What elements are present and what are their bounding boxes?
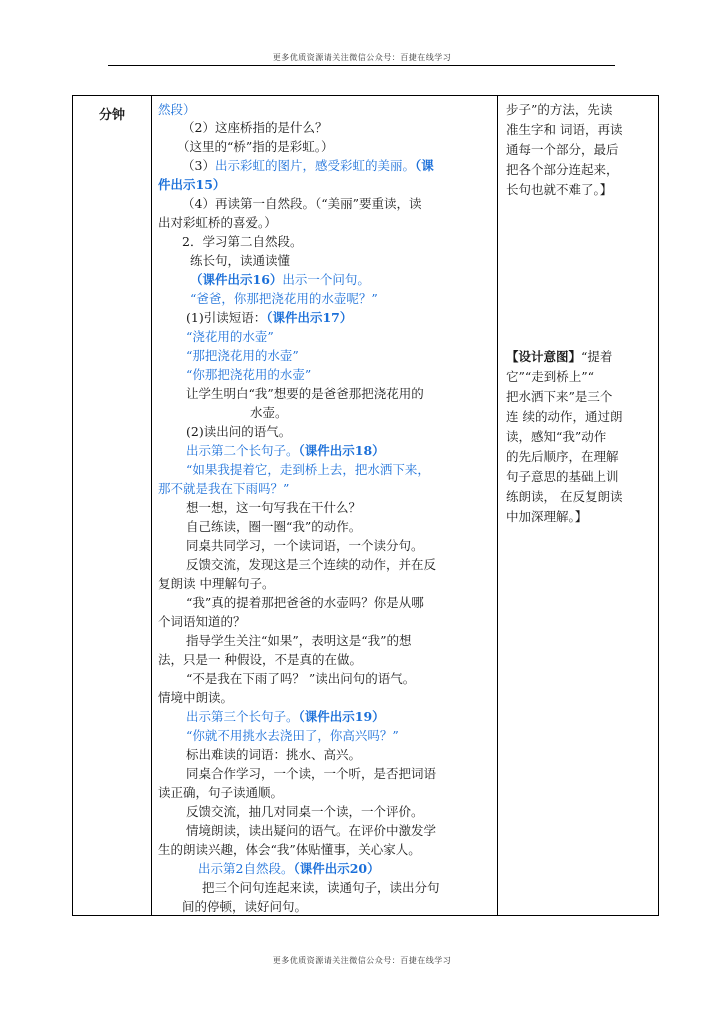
content-segment: 标出难读的词语：挑水、高兴。 bbox=[186, 747, 362, 762]
content-segment: “我”真的提着那把爸爸的水壶吗？你是从哪 bbox=[186, 595, 424, 610]
header-divider bbox=[108, 65, 615, 66]
content-line bbox=[186, 310, 352, 326]
content-segment: 出示第二个长句子。 bbox=[186, 443, 299, 458]
design-intent-line: 中加深理解。】 bbox=[506, 509, 588, 524]
content-segment: (2)读出问的语气。 bbox=[186, 424, 292, 439]
content-segment: （这里的“桥”指的是彩虹。） bbox=[177, 139, 334, 154]
content-line bbox=[186, 728, 399, 744]
design-intent-line: 练朗读， 在反复朗读 bbox=[506, 489, 623, 504]
note-line: 步子”的方法，先读 bbox=[506, 102, 613, 117]
content-segment: “那把浇花用的水壶” bbox=[186, 348, 299, 363]
design-intent-line: 它”“走到桥上”“ bbox=[506, 369, 595, 384]
design-intent-line: 读，感知“我”动作 bbox=[506, 429, 607, 444]
design-intent-line: 的先后顺序，在理解 bbox=[506, 449, 619, 464]
content-segment: (1)引读短语： bbox=[186, 310, 267, 325]
content-segment: 间的停顿，读好问句。 bbox=[182, 899, 308, 914]
note-line: 长句也就不难了。】 bbox=[506, 182, 613, 197]
content-line bbox=[186, 557, 436, 573]
content-line bbox=[158, 785, 283, 801]
content-line bbox=[186, 329, 274, 345]
content-segment: （2）这座桥指的是什么？ bbox=[182, 120, 328, 135]
content-segment: （课件出示19） bbox=[298, 709, 385, 724]
content-segment: 生的朗读兴趣，体会“我”体贴懂事，关心家人。 bbox=[158, 842, 421, 857]
content-line bbox=[186, 348, 299, 364]
note-line: 准生字和 词语，再读 bbox=[506, 122, 623, 137]
design-intent-first-line bbox=[506, 349, 612, 365]
content-line bbox=[190, 272, 370, 288]
content-line bbox=[190, 291, 378, 307]
content-segment: 同桌合作学习，一个读，一个听，是否把词语 bbox=[186, 766, 437, 781]
content-segment: 出示一个问句。 bbox=[282, 272, 370, 287]
content-segment: “不是我在下雨了吗？ ”读出问句的语气。 bbox=[186, 671, 416, 686]
content-line bbox=[158, 842, 421, 858]
time-label: 分钟 bbox=[98, 108, 125, 123]
content-line bbox=[186, 462, 430, 478]
content-line bbox=[186, 443, 385, 459]
content-segment: 出对彩虹桥的喜爱。） bbox=[158, 215, 277, 230]
content-segment: 然段） bbox=[158, 102, 196, 117]
content-line bbox=[158, 102, 196, 118]
page-header: 更多优质资源请关注微信公众号：百捷在线学习 bbox=[272, 53, 452, 62]
content-line bbox=[158, 652, 362, 668]
content-segment: 让学生明白“我”想要的是爸爸那把浇花用的 bbox=[186, 386, 424, 401]
content-line bbox=[198, 861, 380, 877]
content-line bbox=[186, 766, 436, 782]
content-line bbox=[202, 880, 440, 896]
content-segment: 2．学习第二自然段。 bbox=[182, 234, 303, 249]
content-line bbox=[158, 690, 233, 706]
content-cell bbox=[152, 96, 498, 916]
content-line bbox=[186, 671, 415, 687]
content-line bbox=[186, 519, 361, 535]
content-segment: （课件出示16） bbox=[190, 272, 283, 287]
content-line bbox=[182, 899, 307, 915]
content-line bbox=[186, 500, 361, 516]
content-line bbox=[186, 386, 424, 402]
content-line bbox=[182, 234, 302, 250]
content-segment: 件出示15） bbox=[158, 177, 226, 192]
content-segment: “你那把浇花用的水壶” bbox=[186, 367, 312, 382]
content-segment: “浇花用的水壶” bbox=[186, 329, 274, 344]
content-segment: 那不就是我在下雨吗？” bbox=[158, 481, 290, 496]
content-segment: 指导学生关注“如果”，表明这是“我”的想 bbox=[186, 633, 412, 648]
content-segment: 情境中朗读。 bbox=[158, 690, 234, 705]
content-line bbox=[250, 405, 288, 421]
content-line bbox=[177, 139, 334, 155]
lesson-table bbox=[72, 95, 659, 916]
content-line bbox=[158, 614, 246, 630]
content-segment: 自己练读，圈一圈“我”的动作。 bbox=[186, 519, 362, 534]
content-line bbox=[158, 215, 277, 231]
content-line bbox=[158, 177, 225, 193]
time-cell bbox=[73, 96, 152, 916]
design-intent-line: 连 续的动作，通过朗 bbox=[506, 409, 623, 424]
page-footer: 更多优质资源请关注微信公众号：百捷在线学习 bbox=[272, 956, 452, 965]
content-segment: （课件出示20） bbox=[293, 861, 380, 876]
content-line bbox=[182, 120, 327, 136]
content-line bbox=[182, 196, 422, 212]
content-segment: 反馈交流，抽几对同桌一个读，一个评价。 bbox=[186, 804, 424, 819]
content-segment: 读正确，句子读通顺。 bbox=[158, 785, 284, 800]
content-segment: “爸爸，你那把浇花用的水壶呢？” bbox=[190, 291, 378, 306]
content-segment: 出示彩虹的图片，感受彩虹的美丽。 bbox=[214, 158, 415, 173]
content-segment: 出示第2自然段。 bbox=[198, 861, 294, 876]
content-segment: （3） bbox=[182, 158, 215, 173]
content-line bbox=[182, 158, 434, 174]
notes-cell bbox=[498, 96, 659, 916]
content-segment: （课件出示17） bbox=[266, 310, 353, 325]
content-segment: 法，只是一 种假设，不是真的在做。 bbox=[158, 652, 362, 667]
content-segment: （课 bbox=[414, 158, 434, 173]
content-line bbox=[186, 633, 412, 649]
content-segment: “如果我提着它，走到桥上去，把水洒下来， bbox=[186, 462, 430, 477]
content-segment: 把三个问句连起来读，读通句子，读出分句 bbox=[202, 880, 440, 895]
content-line bbox=[158, 576, 274, 592]
content-line bbox=[186, 747, 361, 763]
content-segment: 想一想，这一句写我在干什么？ bbox=[186, 500, 362, 515]
content-segment: （课件出示18） bbox=[298, 443, 385, 458]
design-intent-text: “提着 bbox=[581, 349, 613, 364]
content-segment: “你就不用挑水去浇田了，你高兴吗？” bbox=[186, 728, 399, 743]
content-segment: 出示第三个长句子。 bbox=[186, 709, 299, 724]
content-segment: 练长句，读通读懂 bbox=[190, 253, 291, 268]
content-segment: （4）再读第一自然段。（“美丽”要重读，读 bbox=[182, 196, 422, 211]
design-intent-label: 【设计意图】 bbox=[506, 349, 582, 364]
content-segment: 反馈交流，发现这是三个连续的动作，并在反 bbox=[186, 557, 437, 572]
content-line bbox=[190, 253, 290, 269]
content-segment: 个词语知道的？ bbox=[158, 614, 246, 629]
content-line bbox=[158, 481, 289, 497]
content-line bbox=[186, 424, 291, 440]
content-segment: 水壶。 bbox=[250, 405, 288, 420]
content-line bbox=[186, 538, 424, 554]
content-segment: 复朗读 中理解句子。 bbox=[158, 576, 275, 591]
content-line bbox=[186, 804, 424, 820]
content-line bbox=[186, 709, 385, 725]
content-segment: 情境朗读，读出疑问的语气。在评价中激发学 bbox=[186, 823, 437, 838]
content-line bbox=[186, 595, 424, 611]
note-line: 通每一个部分，最后 bbox=[506, 142, 619, 157]
content-segment: 同桌共同学习，一个读词语，一个读分句。 bbox=[186, 538, 424, 553]
design-intent-line: 句子意思的基础上训 bbox=[506, 469, 619, 484]
note-line: 把各个部分连起来， bbox=[506, 162, 619, 177]
design-intent-line: 把水洒下来”是三个 bbox=[506, 389, 613, 404]
content-line bbox=[186, 367, 311, 383]
content-line bbox=[186, 823, 436, 839]
